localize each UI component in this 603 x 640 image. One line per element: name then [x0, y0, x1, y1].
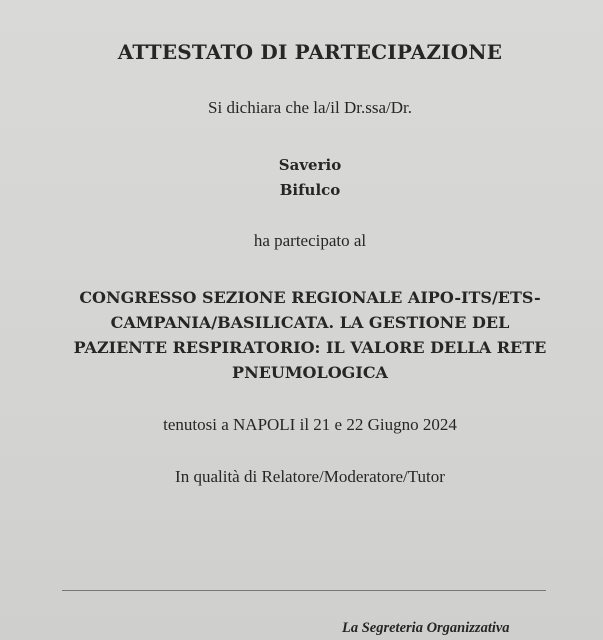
signature-line — [62, 590, 546, 591]
last-name: Bifulco — [279, 181, 341, 199]
role-text: In qualità di Relatore/Moderatore/Tutor — [175, 467, 445, 486]
signature-label: La Segreteria Organizzativa — [342, 620, 510, 636]
location-date: tenutosi a NAPOLI il 21 e 22 Giugno 2024 — [163, 415, 457, 434]
first-name: Saverio — [278, 156, 342, 174]
congress-title-line: CONGRESSO SEZIONE REGIONALE AIPO-ITS/ETS- — [79, 288, 541, 307]
certificate-title: ATTESTATO DI PARTECIPAZIONE — [117, 40, 503, 64]
congress-title-line: PAZIENTE RESPIRATORIO: IL VALORE DELLA RETE — [73, 338, 547, 357]
participated-text: ha partecipato al — [253, 231, 367, 250]
declaration-text: Si dichiara che la/il Dr.ssa/Dr. — [208, 98, 412, 117]
congress-title-line: PNEUMOLOGICA — [232, 363, 388, 382]
congress-title-line: CAMPANIA/BASILICATA. LA GESTIONE DEL — [110, 313, 510, 332]
